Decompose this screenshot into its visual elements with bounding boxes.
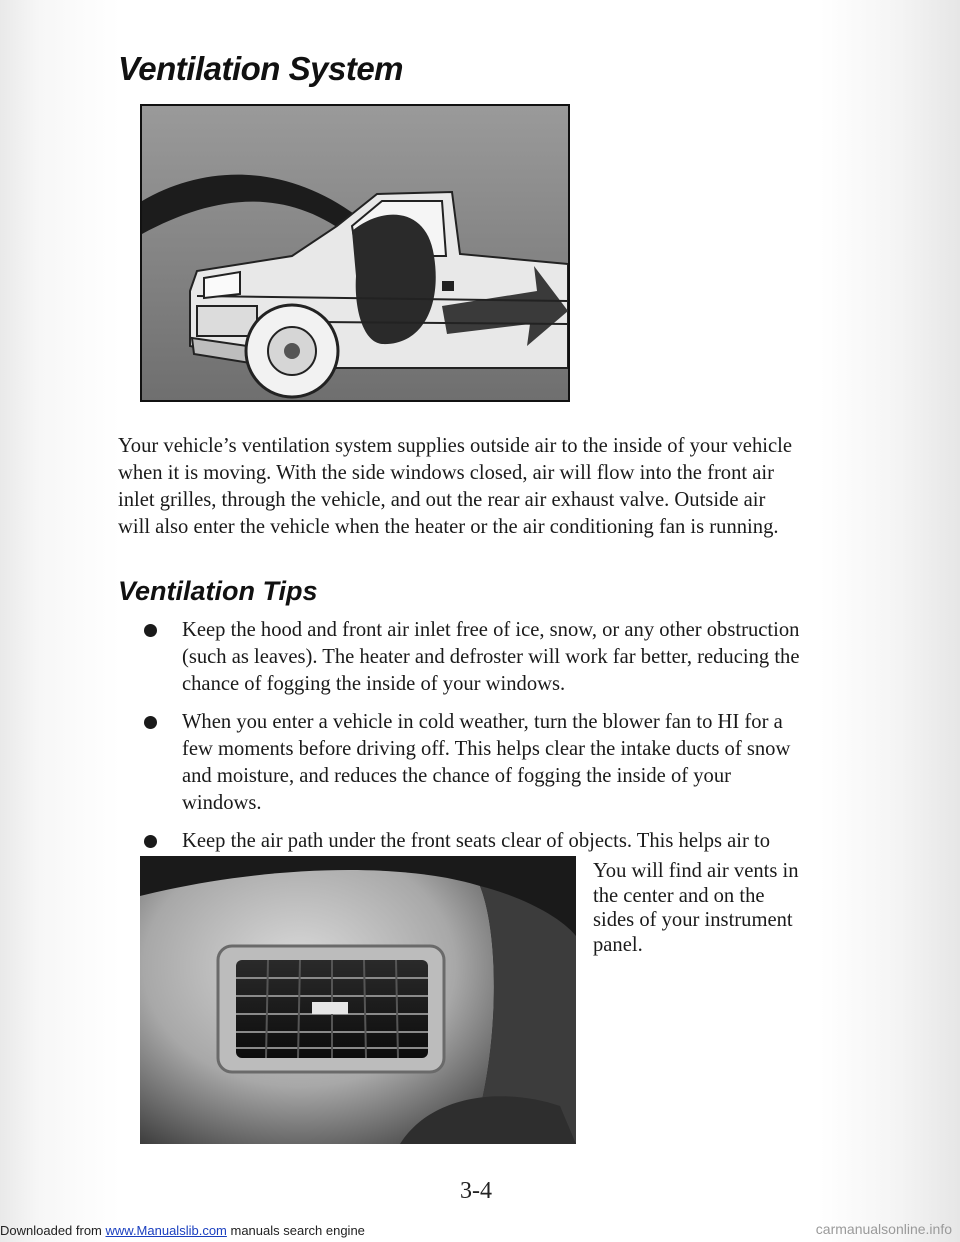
footer-suffix: manuals search engine [226,1223,365,1238]
tips-heading: Ventilation Tips [118,576,318,606]
footer-prefix: Downloaded from [0,1223,106,1238]
tips-list [142,617,802,893]
intro-paragraph: Your vehicle’s ventilation system supplies outside air to the inside of your vehicle when it is moving. With the side windows closed, air will flow into the front air inlet grilles, through the vehicle, and out the rear air exhaust valve. Outside air will also enter the vehicle when the heater or the air conditioning fan is running. [118,435,792,538]
watermark: carmanualsonline.info [815,1221,952,1237]
list-item [142,709,802,817]
tip-text: When you enter a vehicle in cold weather, turn the blower fan to HI for a few moments before driving off. This helps clear the intake ducts of snow and moisture, and reduces the chance of fogging the inside of your windows. [182,711,791,814]
bullet-icon [144,624,157,637]
list-item [142,617,802,698]
bullet-icon [144,835,157,848]
manualslib-link[interactable]: www.Manualslib.com [105,1223,227,1238]
page-title: Ventilation System [118,50,404,87]
bullet-icon [144,716,157,729]
footer-download-note [0,1223,365,1238]
truck-airflow-illustration [140,104,570,402]
vent-caption: You will find air vents in the center and on the sides of your instrument panel. [593,860,799,956]
page-number: 3-4 [460,1178,492,1204]
tip-text: Keep the air path under the front seats clear of objects. This helps air to [182,830,771,852]
air-vent-photo [140,856,576,1144]
tip-text: Keep the hood and front air inlet free of ice, snow, or any other obstruction (such as leaves). The heater and defroster will work far better, reducing the chance of fogging the inside of your windows. [182,619,800,695]
